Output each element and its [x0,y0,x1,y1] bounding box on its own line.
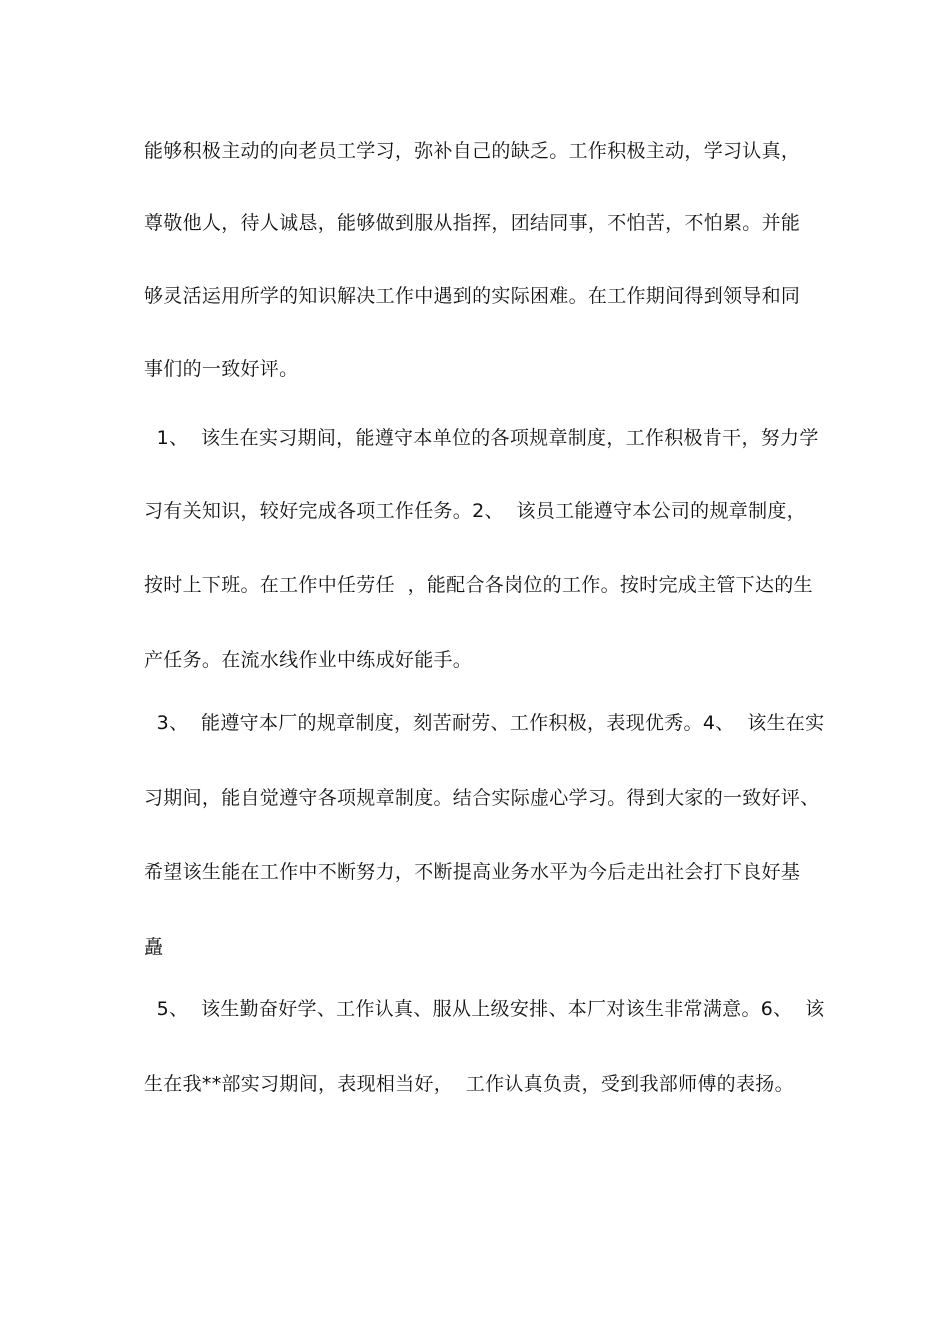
text-line-10: 习期间，能自觉遵守各项规章制度。结合实际虚心学习。得到大家的一致好评、 [144,787,820,809]
text-line-11: 希望该生能在工作中不断努力，不断提高业务水平为今后走出社会打下良好基 [144,861,801,883]
text-line-7: 按时上下班。在工作中任劳任 ，能配合各岗位的工作。按时完成主管下达的生 [144,574,813,596]
text-line-13: 5、 该生勤奋好学、工作认真、服从上级安排、本厂对该生非常满意。6、 该 [144,998,825,1020]
text-line-9: 3、 能遵守本厂的规章制度，刻苦耐劳、工作积极，表现优秀。4、 该生在实 [144,712,825,734]
text-line-8: 产任务。在流水线作业中练成好能手。 [144,649,473,671]
text-line-4: 事们的一致好评。 [144,358,299,380]
text-line-3: 够灵活运用所学的知识解决工作中遇到的实际困难。在工作期间得到领导和同 [144,285,801,307]
text-line-5: 1、 该生在实习期间，能遵守本单位的各项规章制度，工作积极肯干，努力学 [144,427,819,449]
text-line-6: 习有关知识，较好完成各项工作任务。2、 该员工能遵守本公司的规章制度， [144,500,806,522]
text-line-1: 能够积极主动的向老员工学习，弥补自己的缺乏。工作积极主动，学习认真， [144,140,801,162]
text-line-14: 生在我**部实习期间，表现相当好， 工作认真负责，受到我部师傅的表扬。 [144,1073,794,1095]
text-line-2: 尊敬他人，待人诚恳，能够做到服从指挥，团结同事，不怕苦，不怕累。并能 [144,212,801,234]
text-line-12: 矗 [144,936,164,958]
